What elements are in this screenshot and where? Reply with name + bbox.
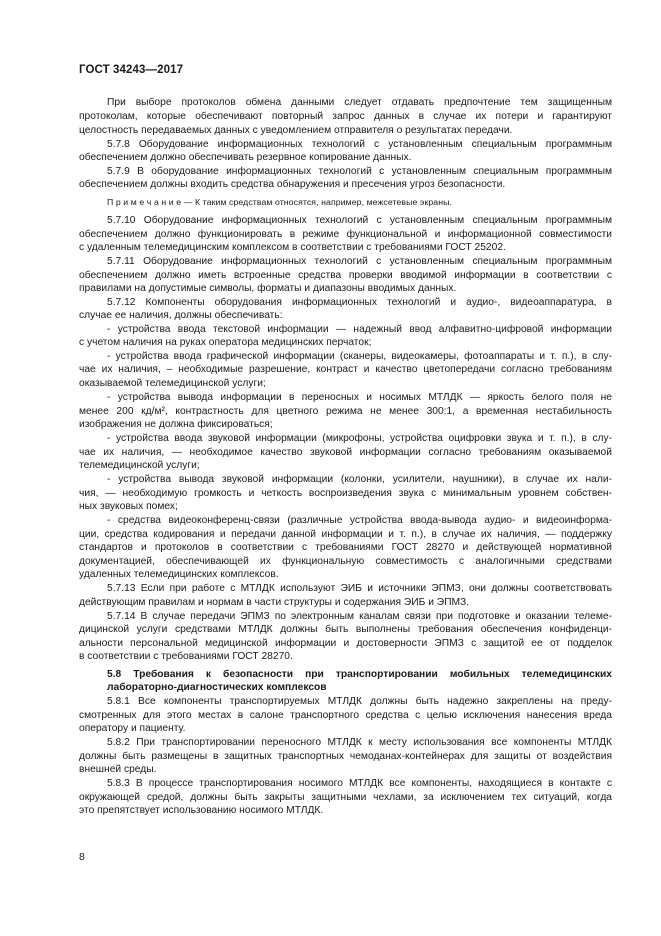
text-line: стандартов и протоколов в соответствии с требованиями ГОСТ 28270 и действующей нормативной xyxy=(79,542,612,553)
text-line: ции, средства кодирования и передачи данной информации и т. п.), в случае их наличия, — поддержку xyxy=(79,529,612,540)
text-line: дицинской услуги средствами МТЛДК должны быть выполнены требования обеспечения конфиденци- xyxy=(79,624,612,635)
text-line: 5.8.3 В процессе транспортирования носимого МТЛДК все компоненты, находящиеся в контакте с xyxy=(107,778,612,789)
text-line: 5.7.14 В случае передачи ЭПМЗ по электронным каналам связи при подготовке и оказании телеме- xyxy=(107,611,612,622)
list-item-line: - устройства ввода текстовой информации — надежный ввод алфавитно-цифровой информации xyxy=(107,324,612,335)
text-line: с учетом наличия на руках оператора медицинских перчаток; xyxy=(79,337,372,348)
text-line: целостность передаваемых данных с уведомлением отправителя о результатах передачи. xyxy=(79,125,513,136)
text-line: альности персональной медицинской информации и достоверности ЭПМЗ с защитой ее от подделок xyxy=(79,638,612,649)
text-line: чия, — необходимую громкость и четкость воспроизведения звука с минимальным уровнем собствен- xyxy=(79,488,612,499)
list-item-line: - устройства ввода звуковой информации (микрофоны, устройства оцифровки звука и т. п.), в слу- xyxy=(107,433,612,444)
text-line: 5.7.13 Если при работе с МТЛДК используют ЭИБ и источники ЭПМЗ, они должны соответствовать xyxy=(107,583,612,594)
text-line: изображения не должна фиксироваться; xyxy=(79,419,273,430)
text-line: телемедицинской услуги; xyxy=(79,460,200,471)
text-line: это препятствует использованию носимого МТЛДК. xyxy=(79,805,324,816)
list-item-line: - устройства вывода информации в переносных и носимых МТЛДК — яркость белого поля не xyxy=(107,392,612,403)
text-line: обеспечением должно функционировать в режиме функциональной и информационной совместимости xyxy=(79,229,612,240)
note-line: П р и м е ч а н и е — К таким средствам относятся, например, межсетевые экраны. xyxy=(107,197,452,207)
list-item-line: - устройства ввода графической информации (сканеры, видеокамеры, фотоаппараты и т. п.), в слу- xyxy=(107,351,612,362)
text-line: 5.8.2 При транспортировании переносного МТЛДК к месту использования все компоненты МТЛДК xyxy=(107,737,612,748)
text-line: протоколам, которые обеспечивают повторный запрос данных в случае их потери и гарантируют xyxy=(79,111,612,122)
text-line: обеспечением должно иметь встроенные средства проверки вводимой информации в соответствии с xyxy=(79,270,612,281)
text-line: 5.7.11 Оборудование информационных технологий с установленным специальным программным xyxy=(107,256,612,267)
text-line: 5.7.12 Компоненты оборудования информационных технологий и аудио-, видеоаппаратура, в xyxy=(107,297,612,308)
text-line: с удаленным телемедицинским комплексом в соответствии с требованиями ГОСТ 25202. xyxy=(79,242,506,253)
text-line: чае их наличия, — необходимое качество звуковой информации согласно требованиям оказываемой xyxy=(79,447,612,458)
list-item-line: - средства видеоконференц-связи (различные устройства ввода-вывода аудио- и видеоинформа- xyxy=(107,515,612,526)
section-heading: 5.8 Требования к безопасности при транспортировании мобильных телемедицинских xyxy=(107,669,612,680)
text-line: 5.7.9 В оборудование информационных технологий с установленным специальным программным xyxy=(107,166,612,177)
page-number: 8 xyxy=(79,851,85,863)
text-line: должны быть размещены в защитных транспортных чемоданах-контейнерах для защиты от воздействия xyxy=(79,751,612,762)
text-line: оператору и пациенту. xyxy=(79,723,186,734)
text-line: ных звуковых помех; xyxy=(79,501,178,512)
text-line: в соответствии с требованиями ГОСТ 28270. xyxy=(79,651,293,662)
text-line: обеспечением должны входить средства обнаружения и пресечения угроз безопасности. xyxy=(79,179,506,190)
text-line: оказываемой телемедицинской услуги; xyxy=(79,378,266,389)
text-line: обеспечением должно обеспечивать резервное копирование данных. xyxy=(79,152,412,163)
text-line: действующим правилам и нормам в части структуры и содержания ЭИБ и ЭПМЗ. xyxy=(79,597,470,608)
text-line: смотренных для этого местах в салоне транспортного средства с целью исключения нанесения вреда xyxy=(79,710,612,721)
text-line: 5.7.8 Оборудование информационных технологий с установленным специальным программным xyxy=(107,139,612,150)
text-line: При выборе протоколов обмена данными следует отдавать предпочтение тем защищенным xyxy=(107,97,612,108)
section-heading: лабораторно-диагностических комплексов xyxy=(107,682,327,693)
text-line: правилами на допустимые символы, форматы и диапазоны вводимых данных. xyxy=(79,283,457,294)
text-line: удаленных телемедицинских комплексов. xyxy=(79,569,279,580)
text-line: 5.8.1 Все компоненты транспортируемых МТЛДК должны быть надежно закреплены на преду- xyxy=(107,696,612,707)
text-line: 5.7.10 Оборудование информационных технологий с установленным специальным программным xyxy=(107,215,612,226)
list-item-line: - устройства вывода звуковой информации (колонки, усилители, наушники), в случае их нали- xyxy=(107,474,612,485)
document-header: ГОСТ 34243—2017 xyxy=(79,64,184,76)
text-line: окружающей средой, должны быть закрыты защитными чехлами, за исключением тех ситуаций, когда xyxy=(79,792,612,803)
text-line: менее 200 кд/м², контрастность для цветного режима не менее 300:1, а временная нестабильность xyxy=(79,406,612,417)
text-line: документацией, обеспечивающей их функциональную совместимость с аналогичными средствами xyxy=(79,556,612,567)
text-line: чае их наличия, – необходимые разрешение, контраст и качество цветопередачи согласно требованиям xyxy=(79,364,612,375)
text-line: случае ее наличия, должны обеспечивать: xyxy=(79,310,283,321)
text-line: внешней среды. xyxy=(79,764,157,775)
